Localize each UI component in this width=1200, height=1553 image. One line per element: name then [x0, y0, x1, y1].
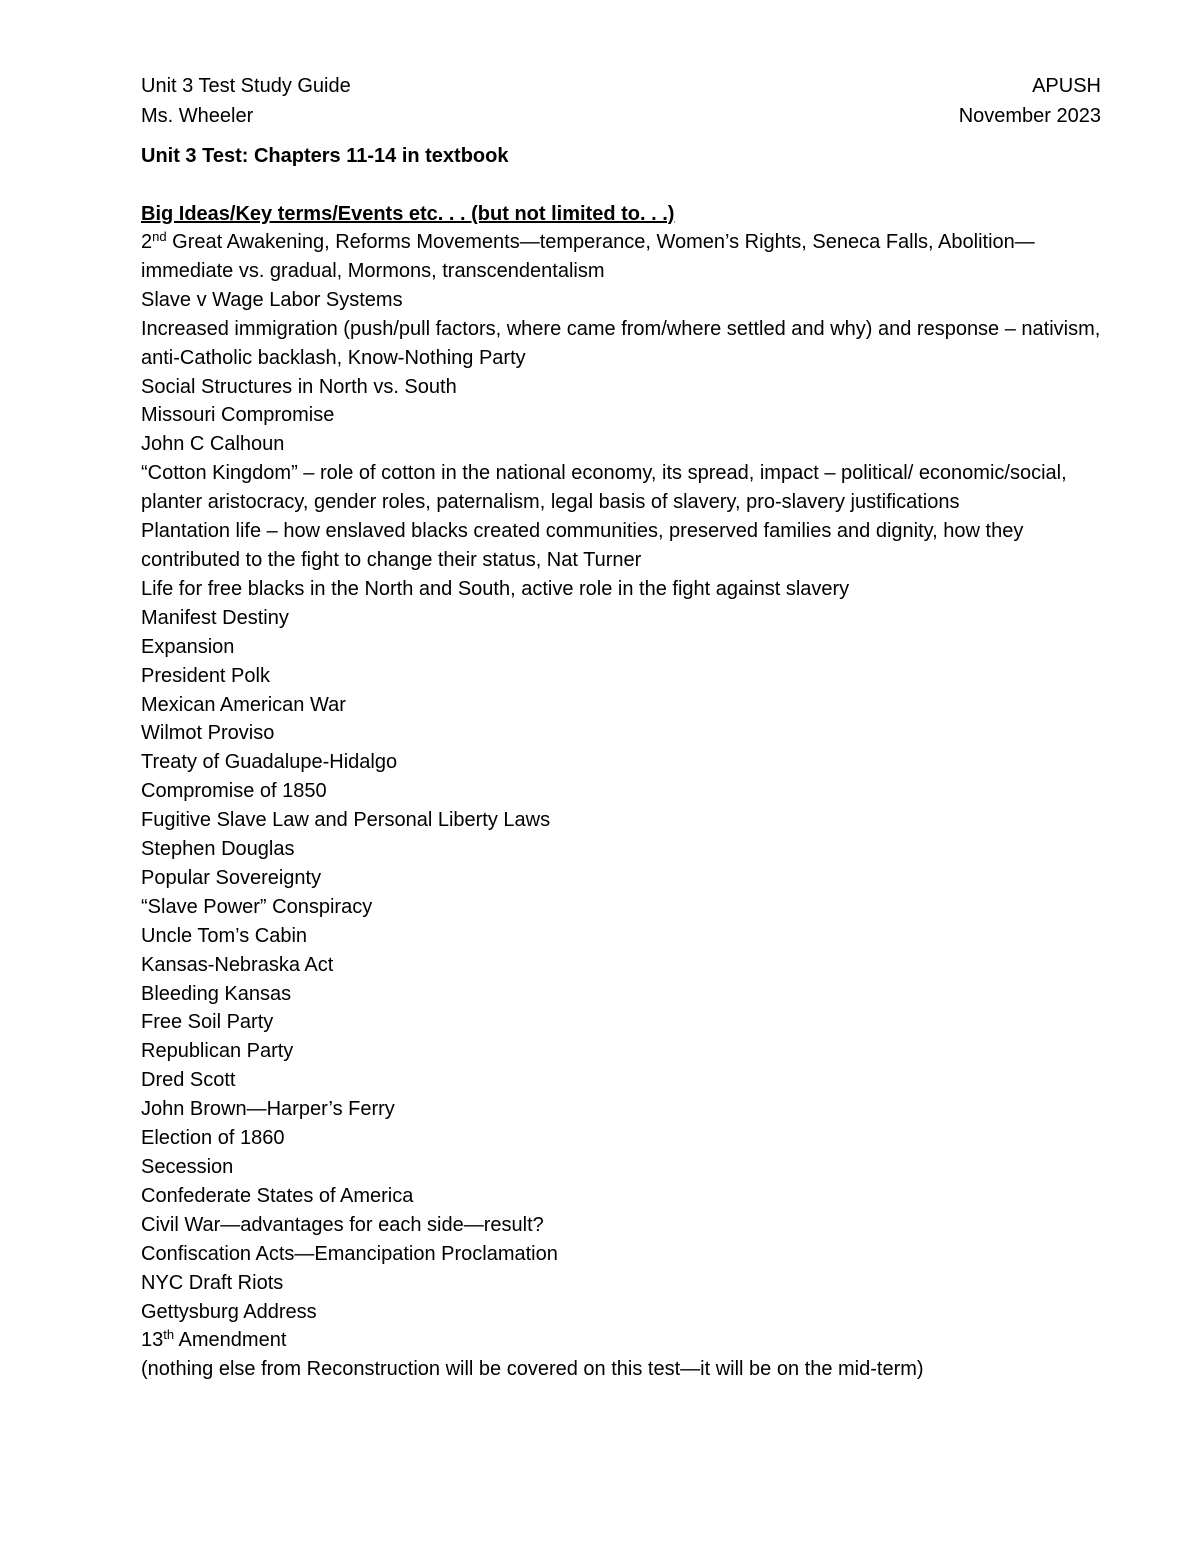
list-item: Stephen Douglas — [141, 838, 295, 861]
list-item: John Brown—Harper’s Ferry — [141, 1098, 395, 1121]
list-item: Manifest Destiny — [141, 606, 289, 629]
item-ordinal-suffix: th — [163, 1327, 175, 1343]
item-ordinal-suffix: nd — [152, 229, 167, 244]
list-item: Kansas-Nebraska Act — [141, 953, 334, 976]
header-row-1 — [141, 71, 1101, 101]
item-ordinal-number: 13 — [141, 1329, 164, 1352]
list-item: Plantation life – how enslaved blacks created communities, preserved families and dignity, how they contributed to the fight to change their status, Nat Turner — [141, 520, 1024, 571]
list-item: NYC Draft Riots — [141, 1271, 284, 1294]
list-item: (nothing else from Reconstruction will be covered on this test—it will be on the mid-term) — [141, 1358, 924, 1381]
list-item: Gettysburg Address — [141, 1300, 317, 1323]
list-item: President Polk — [141, 664, 270, 687]
list-item: Expansion — [141, 635, 235, 658]
item-text: Great Awakening, Reforms Movements—temperance, Women’s Rights, Seneca Falls, Abolition—immediate vs. gradual, Mormons, transcendentalism — [141, 231, 1035, 282]
list-item: “Cotton Kingdom” – role of cotton in the national economy, its spread, impact – political/ economic/social, planter aristocracy, gender roles, paternalism, legal basis of slavery, pro-slavery justifications — [141, 462, 1067, 514]
list-item: Slave v Wage Labor Systems — [141, 288, 403, 311]
key-terms-list — [141, 228, 1101, 1384]
list-item: Missouri Compromise — [141, 404, 335, 427]
list-item: John C Calhoun — [141, 433, 285, 456]
header-course-code: APUSH — [1032, 75, 1101, 97]
list-item — [141, 1326, 1101, 1355]
header-row-2 — [141, 101, 1101, 131]
list-item: Bleeding Kansas — [141, 982, 292, 1005]
item-text: Amendment — [174, 1329, 287, 1352]
list-item: Compromise of 1850 — [141, 780, 327, 803]
list-item: Social Structures in North vs. South — [141, 375, 457, 398]
page-title: Unit 3 Test: Chapters 11-14 in textbook — [141, 145, 509, 167]
list-item: Confiscation Acts—Emancipation Proclamation — [141, 1242, 558, 1265]
header-teacher: Ms. Wheeler — [141, 105, 254, 127]
list-item: Wilmot Proviso — [141, 722, 275, 745]
document-page — [141, 71, 1101, 1384]
list-item: Increased immigration (push/pull factors, where came from/where settled and why) and response – nativism, anti-Catholic backlash, Know-Nothing Party — [141, 317, 1101, 369]
blank-line — [141, 171, 1101, 200]
list-item: Fugitive Slave Law and Personal Liberty Laws — [141, 809, 551, 832]
list-item: Uncle Tom’s Cabin — [141, 924, 308, 947]
list-item: Life for free blacks in the North and South, active role in the fight against slavery — [141, 577, 850, 600]
list-item: Secession — [141, 1156, 234, 1178]
header-date: November 2023 — [958, 105, 1101, 127]
list-item — [141, 228, 1101, 286]
list-item: Election of 1860 — [141, 1127, 285, 1150]
list-item: Treaty of Guadalupe-Hidalgo — [141, 751, 398, 774]
list-item: Republican Party — [141, 1040, 294, 1063]
list-item: Free Soil Party — [141, 1011, 274, 1034]
list-item: Popular Sovereignty — [141, 866, 322, 889]
list-item: Mexican American War — [141, 693, 346, 716]
list-item: Civil War—advantages for each side—result? — [141, 1213, 544, 1236]
item-ordinal-number: 2 — [141, 231, 153, 253]
header-course-title: Unit 3 Test Study Guide — [141, 75, 351, 97]
list-item: Dred Scott — [141, 1069, 236, 1092]
list-item: “Slave Power” Conspiracy — [141, 895, 373, 918]
section-heading: Big Ideas/Key terms/Events etc. . . (but not limited to. . .) — [141, 203, 675, 225]
list-item: Confederate States of America — [141, 1184, 414, 1207]
